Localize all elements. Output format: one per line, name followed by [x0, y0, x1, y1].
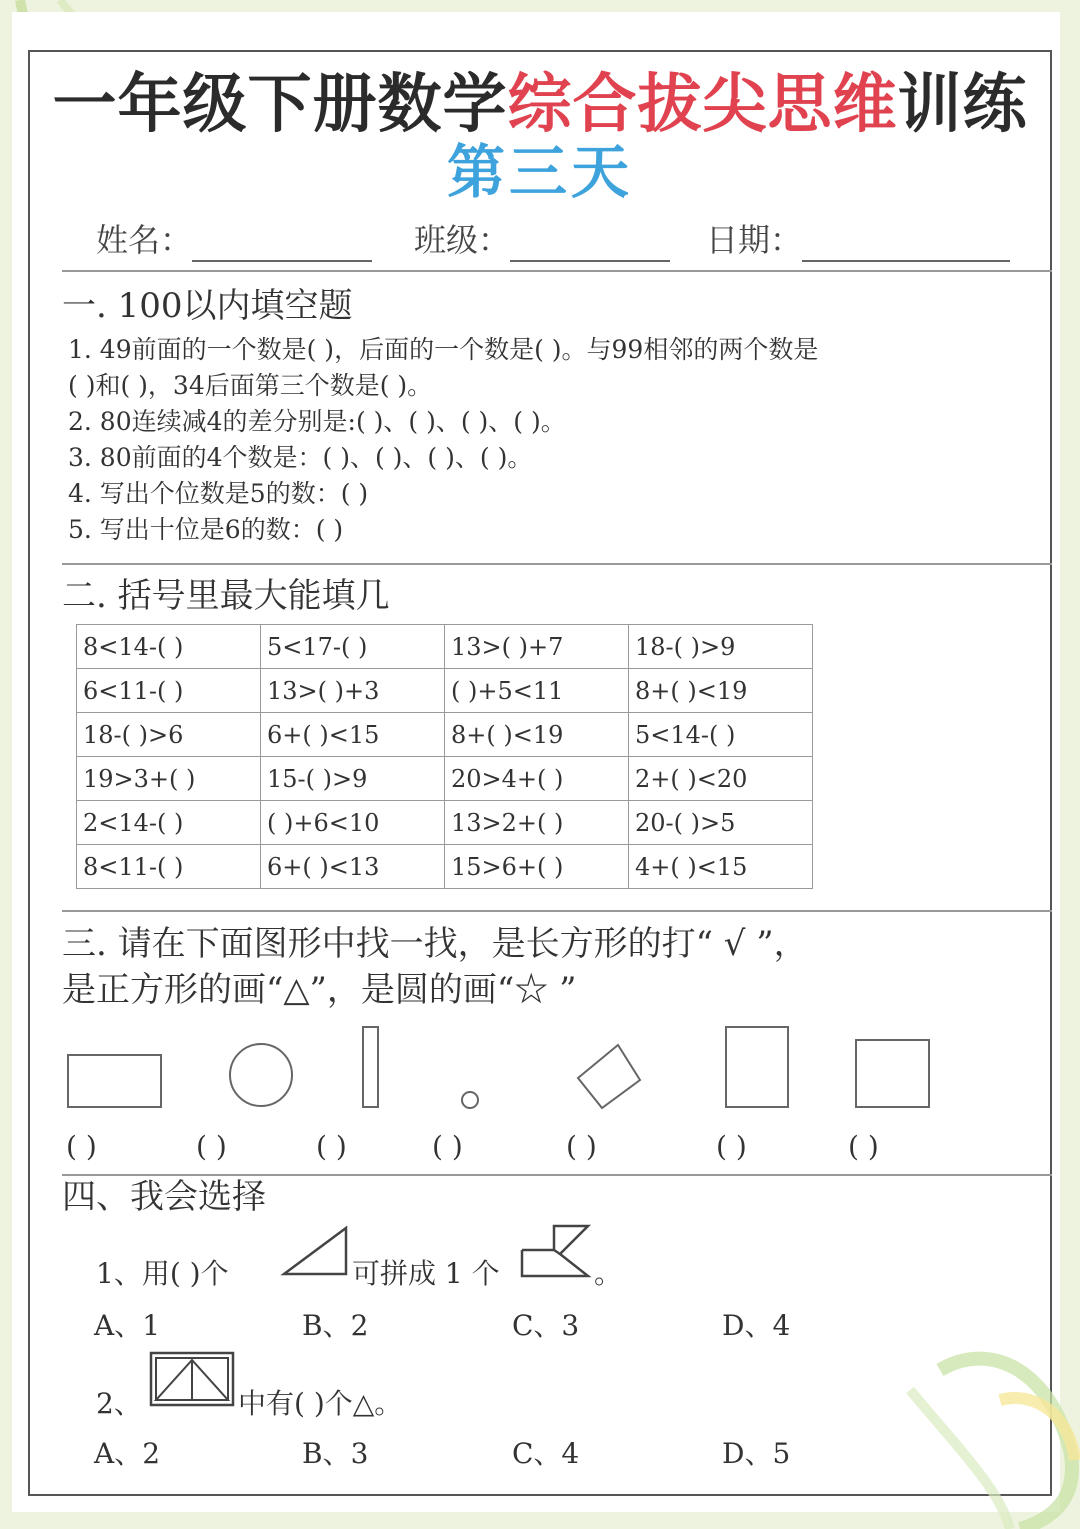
- table-cell: 5<14-( ): [629, 713, 813, 757]
- table-cell: 6<11-( ): [77, 669, 261, 713]
- table-cell: ( )+6<10: [261, 801, 445, 845]
- question1-suffix: 。: [594, 1257, 623, 1290]
- section3-title-line2: 是正方形的画“△”，是圆的画“☆ ”: [62, 970, 577, 1010]
- table-cell: 15>6+( ): [445, 845, 629, 889]
- answer-blank[interactable]: ( ): [196, 1130, 227, 1163]
- page-subtitle: 第三天: [446, 138, 633, 206]
- divider: [62, 910, 1052, 912]
- table-row: [77, 625, 813, 669]
- table-cell: 8+( )<19: [629, 669, 813, 713]
- question-line: 3. 80前面的4个数是：( )、( )、( )、( )。: [68, 443, 533, 472]
- date-field: [706, 218, 1010, 262]
- composite-shape-figure: [518, 1222, 594, 1282]
- name-field: [96, 218, 372, 262]
- triangle-count-figure: [148, 1350, 236, 1408]
- table-cell: 4+( )<15: [629, 845, 813, 889]
- question1-middle: 可拼成 1 个: [352, 1257, 500, 1290]
- table-cell: 8+( )<19: [445, 713, 629, 757]
- option-c[interactable]: C、3: [512, 1309, 580, 1342]
- table-cell: 2<14-( ): [77, 801, 261, 845]
- option-a[interactable]: A、1: [94, 1309, 161, 1342]
- option-b[interactable]: B、3: [302, 1437, 369, 1470]
- table-cell: 6+( )<15: [261, 713, 445, 757]
- tall-rectangle-shape: [363, 1027, 378, 1107]
- answer-blank[interactable]: ( ): [716, 1130, 747, 1163]
- table-cell: 20-( )>5: [629, 801, 813, 845]
- table-row: [77, 757, 813, 801]
- section1-title: 一. 100以内填空题: [62, 286, 353, 326]
- rectangle-shape: [68, 1055, 161, 1107]
- table-cell: 13>( )+7: [445, 625, 629, 669]
- shapes-row: [0, 1010, 1000, 1120]
- option-d[interactable]: D、4: [722, 1309, 791, 1342]
- answer-blank[interactable]: ( ): [566, 1130, 597, 1163]
- table-cell: 6+( )<13: [261, 845, 445, 889]
- table-row: [77, 845, 813, 889]
- table-cell: ( )+5<11: [445, 669, 629, 713]
- answer-blank[interactable]: ( ): [66, 1130, 97, 1163]
- table-cell: 5<17-( ): [261, 625, 445, 669]
- answer-blank[interactable]: ( ): [848, 1130, 879, 1163]
- fill-in-table: [76, 624, 813, 889]
- small-circle-shape: [462, 1092, 478, 1108]
- table-row: [77, 801, 813, 845]
- table-cell: 18-( )>9: [629, 625, 813, 669]
- date-label: 日期：: [706, 221, 803, 259]
- divider: [62, 270, 1052, 272]
- title-highlight: 综合拔尖思维: [507, 68, 898, 142]
- table-cell: 19>3+( ): [77, 757, 261, 801]
- divider: [62, 563, 1052, 565]
- section4-title: 四、我会选择: [62, 1177, 266, 1217]
- question-line: ( )和( )，34后面第三个数是( )。: [68, 371, 433, 400]
- table-cell: 15-( )>9: [261, 757, 445, 801]
- question2-suffix: 中有( )个△。: [238, 1387, 403, 1420]
- option-a[interactable]: A、2: [94, 1437, 161, 1470]
- table-row: [77, 713, 813, 757]
- table-cell: 8<14-( ): [77, 625, 261, 669]
- option-b[interactable]: B、2: [302, 1309, 369, 1342]
- rotated-square-shape: [578, 1045, 640, 1108]
- answer-blank[interactable]: ( ): [316, 1130, 347, 1163]
- option-c[interactable]: C、4: [512, 1437, 580, 1470]
- table-cell: 2+( )<20: [629, 757, 813, 801]
- name-label: 姓名：: [96, 221, 193, 259]
- square-shape: [856, 1040, 929, 1107]
- section3-title-line1: 三. 请在下面图形中找一找，是长方形的打“ √ ”，: [62, 924, 808, 964]
- table-cell: 18-( )>6: [77, 713, 261, 757]
- table-cell: 13>( )+3: [261, 669, 445, 713]
- class-label: 班级：: [414, 221, 511, 259]
- date-blank: [802, 224, 1010, 262]
- question-line: 5. 写出十位是6的数：( ): [68, 515, 344, 544]
- table-cell: 20>4+( ): [445, 757, 629, 801]
- class-blank: [510, 224, 670, 262]
- question1-prefix: 1、用( )个: [96, 1257, 229, 1290]
- table-row: [77, 669, 813, 713]
- section2-title: 二. 括号里最大能填几: [62, 576, 390, 616]
- question-line: 4. 写出个位数是5的数：( ): [68, 479, 369, 508]
- question-line: 1. 49前面的一个数是( )，后面的一个数是( )。与99相邻的两个数是: [68, 335, 819, 364]
- title-part1: 一年级下册数学: [52, 68, 508, 142]
- title-part3: 训练: [897, 68, 1028, 142]
- circle-shape: [230, 1044, 292, 1106]
- portrait-rectangle-shape: [726, 1027, 788, 1107]
- answer-blank[interactable]: ( ): [432, 1130, 463, 1163]
- option-d[interactable]: D、5: [722, 1437, 791, 1470]
- name-blank: [192, 224, 372, 262]
- table-cell: 13>2+( ): [445, 801, 629, 845]
- question2-prefix: 2、: [96, 1387, 142, 1420]
- class-field: [414, 218, 670, 262]
- table-cell: 8<11-( ): [77, 845, 261, 889]
- question-line: 2. 80连续减4的差分别是:( )、( )、( )、( )。: [68, 407, 566, 436]
- decorative-curve-bottom-right: [900, 1330, 1080, 1529]
- triangle-piece-figure: [280, 1224, 350, 1280]
